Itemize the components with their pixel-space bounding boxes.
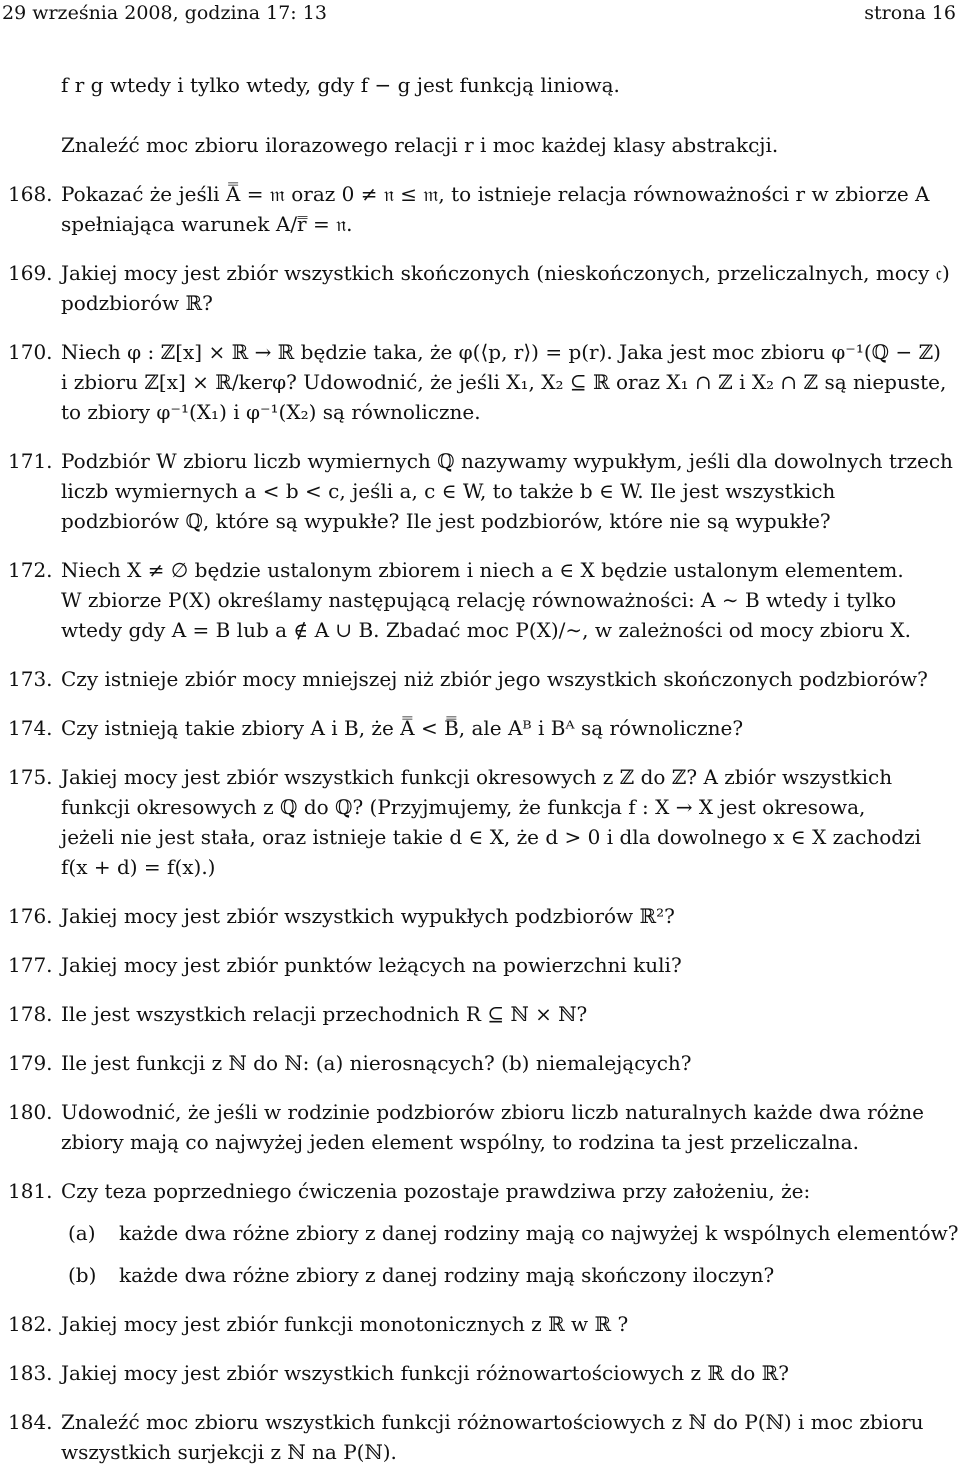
problem-item [0, 337, 960, 427]
problem-line: Znaleźć moc zbioru wszystkich funkcji różnowartościowych z ℕ do P(ℕ) i moc zbioru [61, 1410, 924, 1434]
problem-line: spełniająca warunek A/r̿ = 𝔫. [61, 212, 353, 236]
problem-text [61, 762, 960, 882]
problem-item [0, 901, 960, 931]
problem-line: Czy istnieje zbiór mocy mniejszej niż zbiór jego wszystkich skończonych podzbiorów? [61, 667, 928, 691]
problem-text [61, 446, 960, 536]
problem-item [0, 664, 960, 694]
problem-line: Niech X ≠ ∅ będzie ustalonym zbiorem i niech a ∈ X będzie ustalonym elementem. [61, 558, 904, 582]
sub-question [61, 1218, 960, 1248]
problem-item [0, 950, 960, 980]
problem-line: Czy istnieją takie zbiory A i B, że A̿ < B̿, ale Aᴮ i Bᴬ są równoliczne? [61, 716, 744, 740]
problem-item [0, 762, 960, 882]
problem-list [0, 70, 960, 1467]
header-page-number: strona 16 [864, 2, 956, 24]
header-date: 29 września 2008, godzina 17: 13 [2, 2, 327, 24]
problem-text [61, 950, 960, 980]
problem-line: Czy teza poprzedniego ćwiczenia pozostaje prawdziwa przy założeniu, że: [61, 1179, 811, 1203]
problem-text [61, 337, 960, 427]
problem-number: 177. [8, 953, 53, 977]
problem-text [61, 1176, 960, 1206]
problem-line: funkcji okresowych z ℚ do ℚ? (Przyjmujemy, że funkcja f : X → X jest okresowa, [61, 795, 866, 819]
problem-line: Udowodnić, że jeśli w rodzinie podzbiorów zbioru liczb naturalnych każde dwa różne [61, 1100, 924, 1124]
problem-number: 169. [8, 261, 53, 285]
sub-question-label: (b) [68, 1263, 97, 1287]
problem-number: 183. [8, 1361, 53, 1385]
sub-question [61, 1260, 960, 1290]
problem-number: 181. [8, 1179, 53, 1203]
problem-item [0, 1407, 960, 1467]
problem-line: Niech φ : ℤ[x] × ℝ → ℝ będzie taka, że φ(⟨p, r⟩) = p(r). Jaka jest moc zbioru φ⁻¹(ℚ − ℤ) [61, 340, 941, 364]
problem-line: podzbiorów ℝ? [61, 291, 213, 315]
problem-line: wtedy gdy A = B lub a ∉ A ∪ B. Zbadać moc P(X)/∼, w zależności od mocy zbioru X. [61, 618, 911, 642]
problem-text [61, 258, 960, 318]
problem-line: W zbiorze P(X) określamy następującą relację równoważności: A ∼ B wtedy i tylko [61, 588, 897, 612]
problem-line: to zbiory φ⁻¹(X₁) i φ⁻¹(X₂) są równoliczne. [61, 400, 481, 424]
problem-number: 182. [8, 1312, 53, 1336]
problem-number: 178. [8, 1002, 53, 1026]
problem-number: 175. [8, 765, 53, 789]
problem-text [61, 901, 960, 931]
problem-text [61, 1097, 960, 1157]
problem-number: 179. [8, 1051, 53, 1075]
problem-item [0, 1176, 960, 1290]
problem-line: zbiory mają co najwyżej jeden element wspólny, to rodzina ta jest przeliczalna. [61, 1130, 859, 1154]
problem-text [61, 999, 960, 1029]
problem-item [0, 258, 960, 318]
problem-line: wszystkich surjekcji z ℕ na P(ℕ). [61, 1440, 397, 1464]
problem-line: Jakiej mocy jest zbiór punktów leżących na powierzchni kuli? [61, 953, 682, 977]
problem-text [61, 1048, 960, 1078]
problem-number: 173. [8, 667, 53, 691]
problem-text [61, 1407, 960, 1467]
problem-text [61, 713, 960, 743]
sub-question-text: każde dwa różne zbiory z danej rodziny mają co najwyżej k wspólnych elementów? [119, 1221, 959, 1245]
problem-line: podzbiorów ℚ, które są wypukłe? Ile jest podzbiorów, które nie są wypukłe? [61, 509, 831, 533]
problem-number: 170. [8, 340, 53, 364]
problem-text [61, 555, 960, 645]
problem-line: jeżeli nie jest stała, oraz istnieje takie d ∈ X, że d > 0 i dla dowolnego x ∈ X zachodzi [61, 825, 921, 849]
problem-item [0, 1358, 960, 1388]
problem-item [0, 179, 960, 239]
problem-line: Ile jest funkcji z ℕ do ℕ: (a) nierosnących? (b) niemalejących? [61, 1051, 692, 1075]
problem-number: 172. [8, 558, 53, 582]
problem-item [0, 1309, 960, 1339]
sub-question-label: (a) [68, 1221, 96, 1245]
problem-line: Jakiej mocy jest zbiór wszystkich skończonych (nieskończonych, przeliczalnych, mocy 𝔠) [61, 261, 950, 285]
problem-line: f(x + d) = f(x).) [61, 855, 216, 879]
page-header [0, 0, 960, 28]
problem-item [0, 1048, 960, 1078]
problem-line: i zbioru ℤ[x] × ℝ/kerφ? Udowodnić, że jeśli X₁, X₂ ⊆ ℝ oraz X₁ ∩ ℤ i X₂ ∩ ℤ są niepuste, [61, 370, 947, 394]
problem-line: Ile jest wszystkich relacji przechodnich R ⊆ ℕ × ℕ? [61, 1002, 588, 1026]
problem-number: 176. [8, 904, 53, 928]
problem-item [0, 446, 960, 536]
problem-line: Jakiej mocy jest zbiór funkcji monotonicznych z ℝ w ℝ ? [61, 1312, 629, 1336]
continued-line: Znaleźć moc zbioru ilorazowego relacji r i moc każdej klasy abstrakcji. [61, 133, 779, 157]
problem-line: liczb wymiernych a < b < c, jeśli a, c ∈ W, to także b ∈ W. Ile jest wszystkich [61, 479, 836, 503]
problem-line: Jakiej mocy jest zbiór wszystkich funkcji różnowartościowych z ℝ do ℝ? [61, 1361, 789, 1385]
problems-container [0, 179, 960, 1467]
problem-text [61, 664, 960, 694]
problem-number: 174. [8, 716, 53, 740]
problem-line: Jakiej mocy jest zbiór wszystkich wypukłych podzbiorów ℝ²? [61, 904, 675, 928]
problem-text [61, 179, 960, 239]
problem-number: 180. [8, 1100, 53, 1124]
problem-number: 168. [8, 182, 53, 206]
problem-item [0, 713, 960, 743]
problem-line: Pokazać że jeśli A̿ = 𝔪 oraz 0 ≠ 𝔫 ≤ 𝔪, to istnieje relacja równoważności r w zbiorze A [61, 182, 930, 206]
problem-text [61, 1309, 960, 1339]
continued-line: f r g wtedy i tylko wtedy, gdy f − g jest funkcją liniową. [61, 73, 620, 97]
problem-item [0, 999, 960, 1029]
problem-item [0, 555, 960, 645]
problem-item [0, 1097, 960, 1157]
problem-line: Podzbiór W zbioru liczb wymiernych ℚ nazywamy wypukłym, jeśli dla dowolnych trzech [61, 449, 953, 473]
problem-line: Jakiej mocy jest zbiór wszystkich funkcji okresowych z ℤ do ℤ? A zbiór wszystkich [61, 765, 893, 789]
sub-question-text: każde dwa różne zbiory z danej rodziny mają skończony iloczyn? [119, 1263, 775, 1287]
problem-number: 171. [8, 449, 53, 473]
problem-text [61, 1358, 960, 1388]
problem-number: 184. [8, 1410, 53, 1434]
